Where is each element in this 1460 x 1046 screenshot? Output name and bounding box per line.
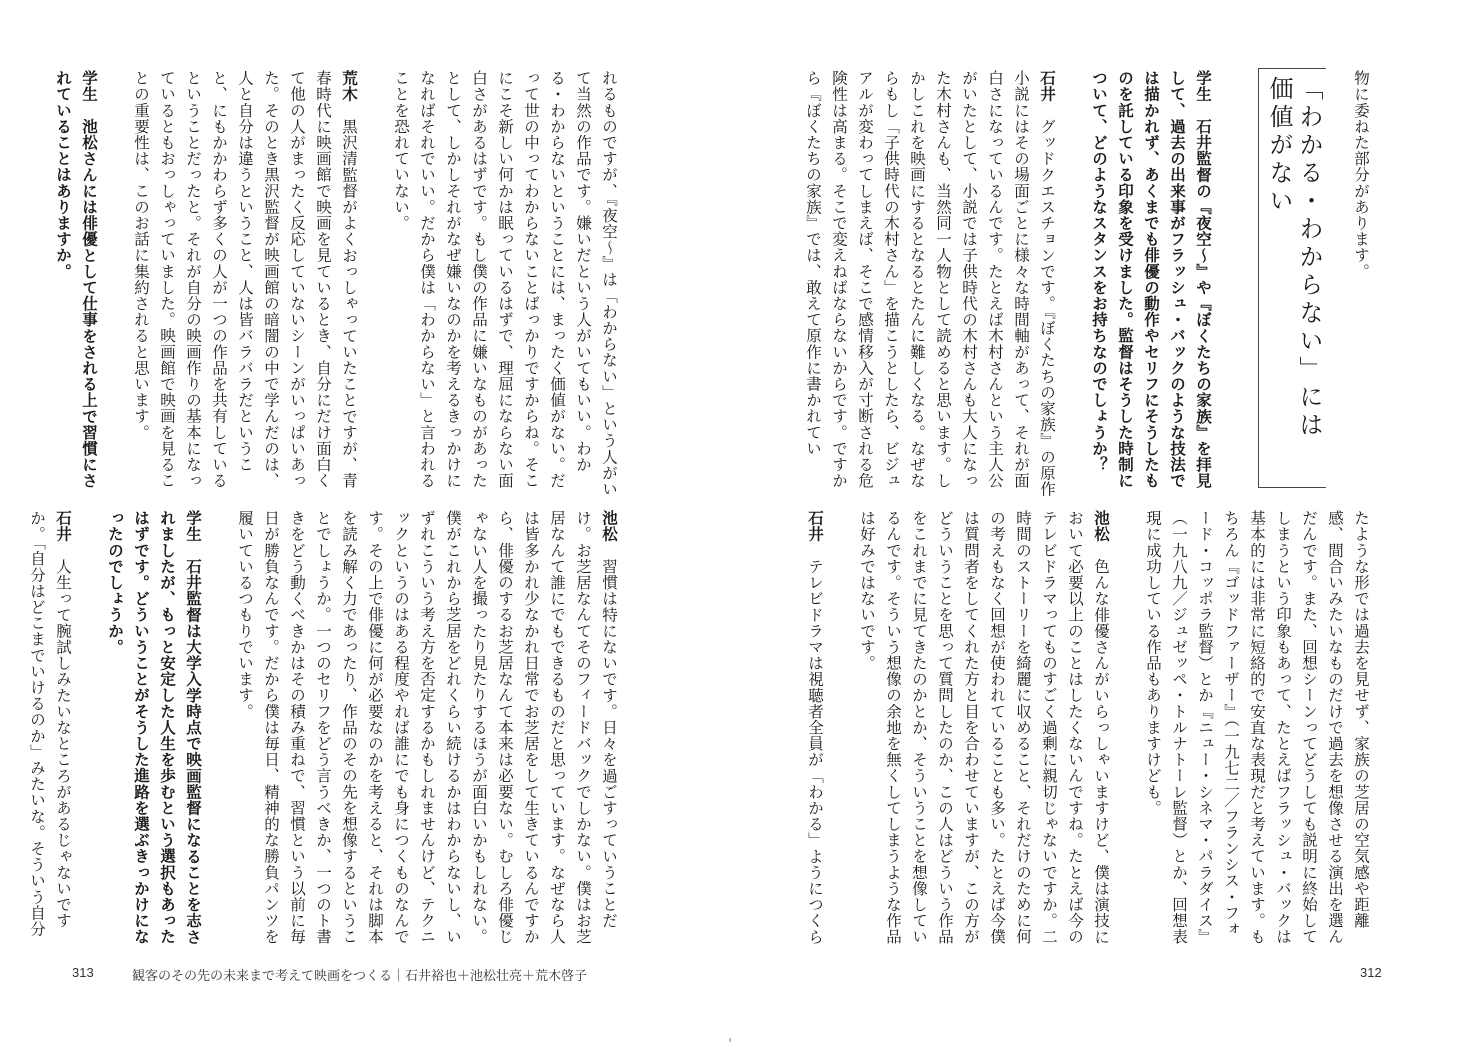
speaker-label: 荒木 <box>340 70 358 103</box>
continuation-text: 物に委ねた部分があります。 <box>1352 70 1370 280</box>
body-text: れるものですが、『夜空〜』は「わからない」という人がいて当然の作品です。嫌いだという人がいてもいい。わかる・わからないということには、まったく価値がない。だって世の中ってわからないことばっかりですからね。そこにこそ新しい何かは眠っているはずで、理屈にならない面白さがあるはずです。もし僕の作品に嫌いなものがあったとして、しかしそれがなぜ嫌いなのかを考えるきっかけになればそれでいい。だから僕は「わからない」と言われることを恐れていない。 <box>392 70 618 497</box>
answer-block <box>232 510 622 950</box>
speaker-label: 学生 <box>184 510 202 543</box>
question-block <box>1086 70 1216 500</box>
speaker-label: 池松 <box>600 510 618 543</box>
speaker-label: 石井 <box>806 510 824 543</box>
speaker-label: 学生 <box>80 70 98 103</box>
question-text: 石井監督は大学入学時点で映画監督になることを志されましたが、もっと安定した人生を歩むという選択もあったはずです。どういうことがそうした進路を選ぶきっかけになったのでしょうか。 <box>106 510 202 945</box>
folio-313: 313 <box>72 965 94 980</box>
answer-text: グッドクエスチョンです。『ぼくたちの家族』の原作小説にはその場面ごとに様々な時間軸があって、それが面白さになっているんです。たとえば木村さんという主人公がいたとして、小説では子供時代の木村さんも大人になった木村さんも、当然同一人物として読めると思います。しかしこれを映画にするとなるとたんに難しくなる。なぜならもし「子供時代の木村さん」を描こうとしたら、ビジュアルが変わってしまえば、そこで感情移入が寸断される危険性は高まる。そこで変えねばならないからです。ですから『ぼくたちの家族』では、敢えて原作に書かれてい <box>804 70 1056 497</box>
body-text: たような形では過去を見せず、家族の芝居の空気感や距離感、間合いみたいなものだけで過去を想像させる演出を選んだんです。また、回想シーンってどうしても説明に終始してしまうという印象もあって、たとえばフラッシュ・バックは基本的には非常に短絡的で安直な表現だと考えています。もちろん『ゴッドファーザー』（一九七二／フランシス・フォード・コッポラ監督）とか『ニュー・シネマ・パラダイス』（一九八九／ジュゼッペ・トルナトーレ監督）とか、回想表現に成功している作品もありますけども。 <box>1144 510 1370 945</box>
speaker-label: 学生 <box>1194 70 1212 103</box>
speaker-label: 石井 <box>54 510 72 543</box>
answer-text: 人生って腕試しみたいなところがあるじゃないですか。「自分はどこまでいけるのか」みたいな。そういう自分 <box>28 510 72 937</box>
answer-text: テレビドラマは視聴者全員が「わかる」ようにつくら <box>806 558 824 945</box>
answer-block <box>24 510 76 950</box>
question-text: 池松さんには俳優として仕事をされる上で習慣にされていることはありますか。 <box>54 70 98 489</box>
answer-block <box>854 510 1114 950</box>
continuation-block <box>1140 510 1374 950</box>
answer-block <box>802 510 828 950</box>
answer-block <box>800 70 1060 500</box>
running-head: 観客のその先の未来まで考えて映画をつくる｜石井裕也＋池松壮亮＋荒木啓子 <box>132 968 588 983</box>
right-page-top-text <box>804 70 1242 500</box>
right-page-top-continuation <box>1344 70 1400 500</box>
section-heading: 「わかる・わからない」には 価値がない <box>1265 76 1323 440</box>
continuation-block <box>388 70 622 500</box>
answer-text: 色んな俳優さんがいらっしゃいますけど、僕は演技において必要以上のことはしたくないんですね。たとえば今のテレビドラマってものすごく過剰に親切じゃないですか。二時間のストーリーを綺麗に収めること、それだけのために何の考えもなく回想が使われていることも多い。たとえば今僕は質問者をしてくれた方と目を合わせていますが、この方がどういうことを思って質問したのか、この人はどういう作品をこれまでに見てきたのかとか、そういうことを想像しているんです。そういう想像の余地を無くしてしまうような作品は好みではないです。 <box>858 510 1110 945</box>
question-block <box>102 510 206 950</box>
gutter-mark <box>729 1038 731 1042</box>
answer-text: 黒沢清監督がよくおっしゃっていたことですが、青春時代に映画館で映画を見ているとき、自分にだけ面白くて他の人がまったく反応していないシーンがいっぱいあった。そのとき黒沢監督が映画館の暗闇の中で学んだのは、人と自分は違うということ、人は皆バラバラだということ、にもかかわらず多くの人が一つの作品を共有しているということだったと。それが自分の映画作りの基本になっているともおっしゃっていました。映画館で映画を見ることの重要性は、このお話に集約されると思います。 <box>132 70 358 489</box>
question-block <box>50 70 102 500</box>
speaker-label: 石井 <box>1038 70 1056 103</box>
answer-text: 習慣は特にないです。日々を過ごすっていうことだけ。お芝居なんてそのフィードバックでしかない。僕はお芝居なんて誰にでもできるものだと思っています。なぜなら人は皆多かれ少なかれ日常でお芝居をして生きているんですから、俳優のするお芝居なんて本来は必要ない。むしろ俳優じゃない人を撮ったり見たりするほうが面白いかもしれない。僕がこれから芝居をどれくらい続けるかはわからないし、いずれこういう考え方を否定するかもしれませんけど、テクニックというのはある程度やれば誰にでも身につくものなんです。その上で俳優に何が必要なのかを考えると、それは脚本を読み解く力であったり、作品のその先を想像するということでしょうか。一つのセリフをどう言うべきか、一つのト書きをどう動くべきかはその積み重ねで、習慣という以前に毎日が勝負なんです。だから僕は毎日、精神的な勝負パンツを履いているつもりでいます。 <box>236 510 618 945</box>
answer-block <box>128 70 362 500</box>
question-text: 石井監督の『夜空〜』や『ぼくたちの家族』を拝見して、過去の出来事がフラッシュ・バックのような技法では描かれず、あくまでも俳優の動作やセリフにそうしたものを託している印象を受けました。監督はそうした時制について、どのようなスタンスをお持ちなのでしょうか？ <box>1090 70 1212 489</box>
right-page-bottom-text <box>806 510 1400 950</box>
speaker-label: 池松 <box>1092 510 1110 543</box>
folio-312: 312 <box>1360 965 1382 980</box>
left-page-top-text <box>54 70 648 500</box>
left-page-bottom-text <box>28 510 648 950</box>
